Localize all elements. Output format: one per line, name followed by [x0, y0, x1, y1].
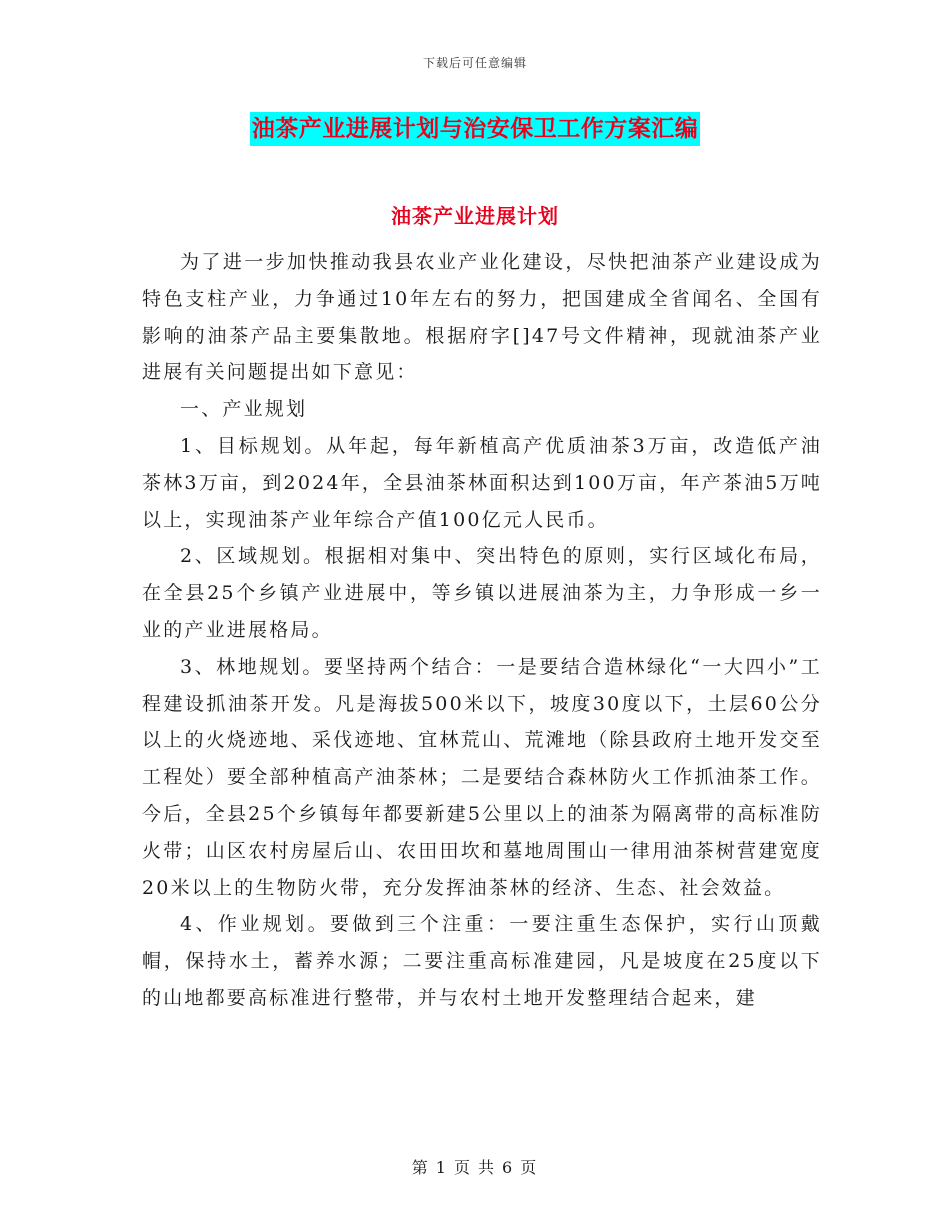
paragraph-intro: 为了进一步加快推动我县农业产业化建设，尽快把油茶产业建设成为特色支柱产业，力争通过10年左右的努力，把国建成全省闻名、全国有影响的油茶产品主要集散地。根据府字[]47号文件精神，现就油茶产业进展有关问题提出如下意见： — [142, 251, 822, 384]
footer-suffix: 页 — [520, 1158, 539, 1177]
document-body — [142, 244, 822, 1017]
paragraph-operation-plan: 4、作业规划。要做到三个注重：一要注重生态保护，实行山顶戴帽，保持水土，蓄养水源；二要注重高标准建园，凡是坡度在25度以下的山地都要高标准进行整带，并与农村土地开发整理结合起来，建 — [142, 913, 822, 1009]
footer-page-label: 页 — [453, 1158, 472, 1177]
page-footer — [0, 1155, 950, 1178]
footer-page-number: 1 — [435, 1158, 448, 1177]
section-title: 油茶产业进展计划 — [391, 204, 559, 228]
paragraph-regional-plan: 2、区域规划。根据相对集中、突出特色的原则，实行区域化布局，在全县25个乡镇产业进展中，等乡镇以进展油茶为主，力争形成一乡一业的产业进展格局。 — [142, 545, 822, 641]
document-title: 油茶产业进展计划与治安保卫工作方案汇编 — [250, 112, 701, 146]
paragraph-heading-industry-plan: 一、产业规划 — [180, 398, 308, 421]
paragraph-target-plan: 1、目标规划。从年起，每年新植高产优质油茶3万亩，改造低产油茶林3万亩，到2024年，全县油茶林面积达到100万亩，年产茶油5万吨以上，实现油茶产业年综合产值100亿元人民币。 — [142, 434, 822, 531]
header-note: 下载后可任意编辑 — [422, 56, 527, 70]
document-title-wrap — [0, 112, 950, 146]
footer-total-label: 共 — [478, 1158, 497, 1177]
footer-prefix: 第 — [411, 1158, 430, 1177]
footer-total-pages: 6 — [502, 1158, 515, 1177]
paragraph-forestland-plan: 3、林地规划。要坚持两个结合：一是要结合造林绿化“一大四小”工程建设抓油茶开发。凡是海拔500米以下，坡度30度以下，土层60公分以上的火烧迹地、采伐迹地、宜林荒山、荒滩地（除县政府土地开发交至工程处）要全部种植高产油茶林；二是要结合森林防火工作抓油茶工作。今后，全县25个乡镇每年都要新建5公里以上的油茶为隔离带的高标准防火带；山区农村房屋后山、农田田坎和墓地周围山一律用油茶树营建宽度20米以上的生物防火带，充分发挥油茶林的经济、生态、社会效益。 — [142, 655, 822, 899]
